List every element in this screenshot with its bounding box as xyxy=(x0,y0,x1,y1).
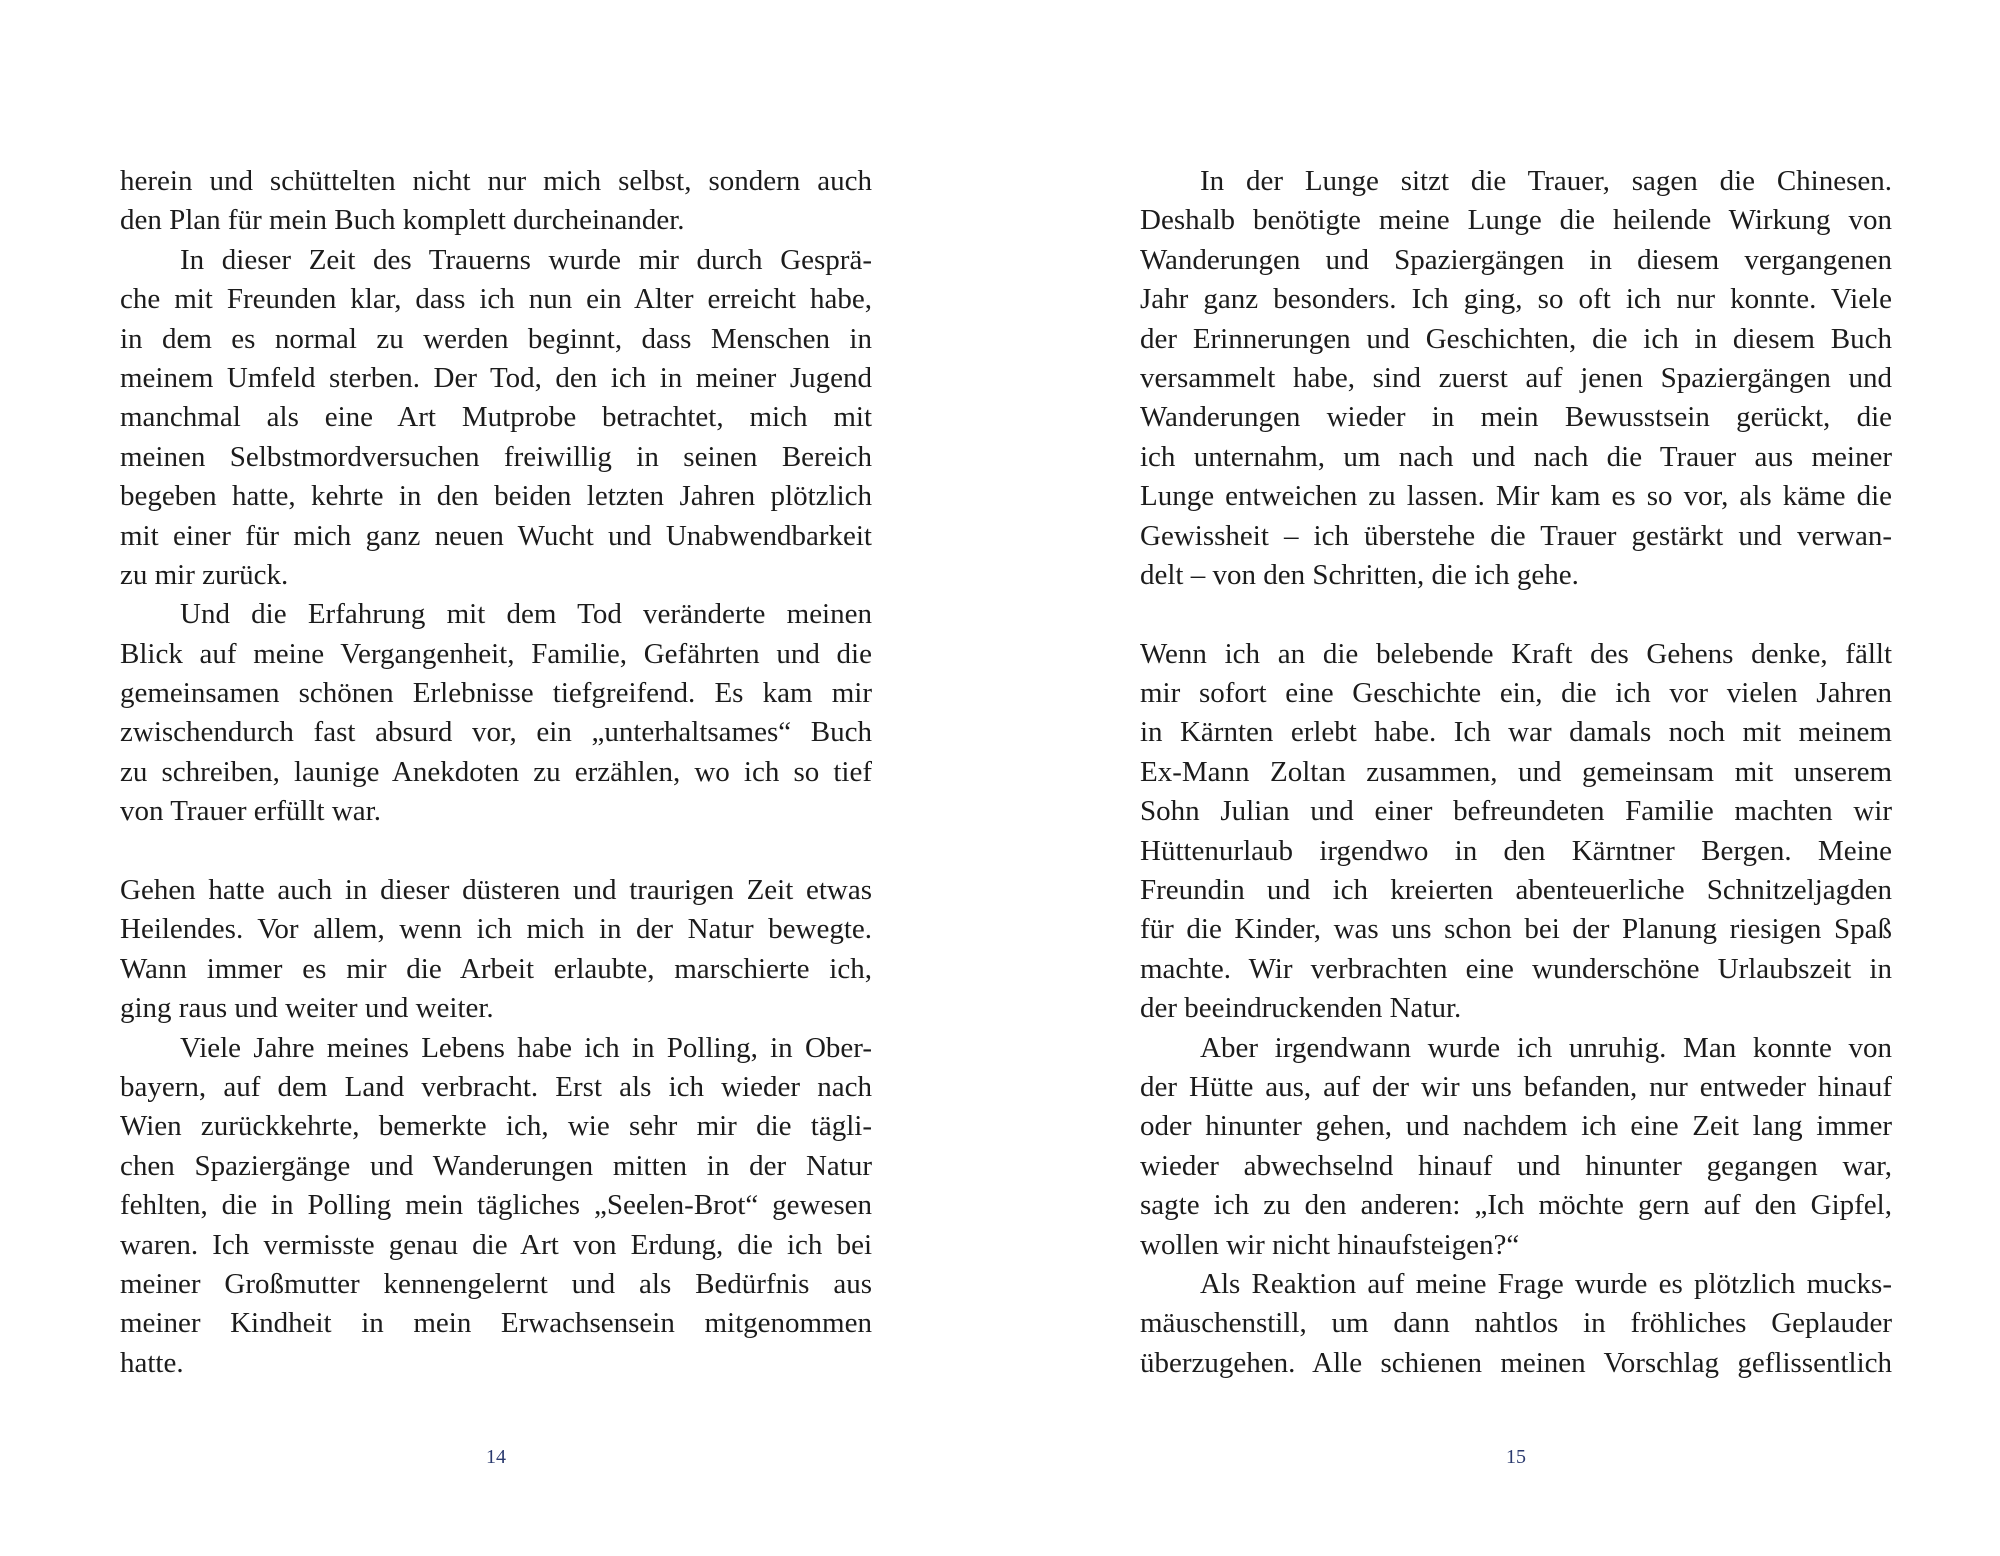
text-line: für die Kinder, was uns schon bei der Planung riesigen Spaß xyxy=(1140,913,1892,946)
text-line: herein und schüttelten nicht nur mich selbst, sondern auch xyxy=(120,165,872,197)
text-line: Hüttenurlaub irgendwo in den Kärntner Bergen. Meine xyxy=(1140,834,1892,867)
right-page-text xyxy=(1140,162,1892,1383)
text-line: Und die Erfahrung mit dem Tod veränderte meinen xyxy=(180,598,872,631)
text-line: Gewissheit – ich überstehe die Trauer gestärkt und verwan- xyxy=(1140,519,1892,552)
text-line: sagte ich zu den anderen: „Ich möchte gern auf den Gipfel, xyxy=(1140,1189,1892,1222)
text-line: Sohn Julian und einer befreundeten Familie machten wir xyxy=(1140,795,1892,828)
text-line: versammelt habe, sind zuerst auf jenen Spaziergängen und xyxy=(1140,361,1892,394)
text-line: fehlten, die in Polling mein tägliches „Seelen-Brot“ gewesen xyxy=(120,1189,872,1222)
text-line: machte. Wir verbrachten eine wunderschöne Urlaubszeit in xyxy=(1140,952,1892,985)
right-page-number: 15 xyxy=(1506,1446,1526,1468)
text-line: mir sofort eine Geschichte ein, die ich vor vielen Jahren xyxy=(1140,677,1892,710)
text-line: von Trauer erfüllt war. xyxy=(120,795,381,828)
text-line: zu schreiben, launige Anekdoten zu erzählen, wo ich so tief xyxy=(120,755,872,788)
text-line: Wann immer es mir die Arbeit erlaubte, marschierte ich, xyxy=(120,952,872,985)
text-line: oder hinunter gehen, und nachdem ich eine Zeit lang immer xyxy=(1140,1110,1892,1143)
text-line: waren. Ich vermisste genau die Art von Erdung, die ich bei xyxy=(120,1228,872,1261)
text-line: mäuschenstill, um dann nahtlos in fröhliches Geplauder xyxy=(1140,1307,1892,1340)
text-line: meinem Umfeld sterben. Der Tod, den ich in meiner Jugend xyxy=(120,361,872,394)
text-line: Wanderungen wieder in mein Bewusstsein gerückt, die xyxy=(1140,401,1892,434)
text-line: Wenn ich an die belebende Kraft des Gehens denke, fällt xyxy=(1140,637,1892,670)
text-line: meiner Großmutter kennengelernt und als Bedürfnis aus xyxy=(120,1267,872,1300)
text-line: in Kärnten erlebt habe. Ich war damals noch mit meinem xyxy=(1140,716,1892,749)
text-line: Aber irgendwann wurde ich unruhig. Man konnte von xyxy=(1200,1031,1892,1064)
text-line: delt – von den Schritten, die ich gehe. xyxy=(1140,558,1579,591)
text-line: Lunge entweichen zu lassen. Mir kam es so vor, als käme die xyxy=(1140,480,1892,513)
text-line: der beeindruckenden Natur. xyxy=(1140,992,1462,1025)
text-line: Deshalb benötigte meine Lunge die heilende Wirkung von xyxy=(1140,204,1892,237)
text-line: ich unternahm, um nach und nach die Trauer aus meiner xyxy=(1140,440,1892,473)
text-line: Viele Jahre meines Lebens habe ich in Polling, in Ober- xyxy=(180,1031,872,1064)
text-line: Als Reaktion auf meine Frage wurde es plötzlich mucks- xyxy=(1200,1267,1892,1300)
text-line: chen Spaziergänge und Wanderungen mitten in der Natur xyxy=(120,1149,872,1182)
text-line: Jahr ganz besonders. Ich ging, so oft ich nur konnte. Viele xyxy=(1140,283,1892,316)
paragraph-gap xyxy=(1140,595,1892,634)
text-line: Wien zurückkehrte, bemerkte ich, wie sehr mir die tägli- xyxy=(120,1110,872,1143)
text-line: mit einer für mich ganz neuen Wucht und Unabwendbarkeit xyxy=(120,519,872,552)
text-line: Gehen hatte auch in dieser düsteren und traurigen Zeit etwas xyxy=(120,874,872,907)
text-line: che mit Freunden klar, dass ich nun ein Alter erreicht habe, xyxy=(120,283,872,316)
text-line: in dem es normal zu werden beginnt, dass Menschen in xyxy=(120,322,872,355)
text-line: der Hütte aus, auf der wir uns befanden, nur entweder hinauf xyxy=(1140,1070,1892,1103)
left-page-text xyxy=(120,162,872,1383)
text-line: gemeinsamen schönen Erlebnisse tiefgreifend. Es kam mir xyxy=(120,677,872,710)
text-line: zu mir zurück. xyxy=(120,558,289,591)
text-line: Wanderungen und Spaziergängen in diesem vergangenen xyxy=(1140,243,1892,276)
text-line: meiner Kindheit in mein Erwachsensein mitgenommen xyxy=(120,1307,872,1340)
paragraph-gap xyxy=(120,832,872,871)
text-line: ging raus und weiter und weiter. xyxy=(120,992,494,1025)
text-line: den Plan für mein Buch komplett durcheinander. xyxy=(120,204,685,237)
text-line: hatte. xyxy=(120,1346,184,1379)
text-line: Ex-Mann Zoltan zusammen, und gemeinsam mit unserem xyxy=(1140,755,1892,788)
left-page-number: 14 xyxy=(486,1446,506,1468)
text-line: In dieser Zeit des Trauerns wurde mir durch Gesprä- xyxy=(180,243,872,276)
text-line: Heilendes. Vor allem, wenn ich mich in der Natur bewegte. xyxy=(120,913,872,946)
text-line: wollen wir nicht hinaufsteigen?“ xyxy=(1140,1228,1520,1261)
text-line: begeben hatte, kehrte in den beiden letzten Jahren plötzlich xyxy=(120,480,872,513)
text-line: überzugehen. Alle schienen meinen Vorschlag geflissentlich xyxy=(1140,1346,1892,1379)
text-line: Blick auf meine Vergangenheit, Familie, Gefährten und die xyxy=(120,637,872,670)
text-line: manchmal als eine Art Mutprobe betrachtet, mich mit xyxy=(120,401,872,434)
text-line: In der Lunge sitzt die Trauer, sagen die Chinesen. xyxy=(1200,165,1892,197)
text-line: wieder abwechselnd hinauf und hinunter gegangen war, xyxy=(1140,1149,1892,1182)
text-line: zwischendurch fast absurd vor, ein „unterhaltsames“ Buch xyxy=(120,716,872,749)
text-line: meinen Selbstmordversuchen freiwillig in seinen Bereich xyxy=(120,440,872,473)
text-line: Freundin und ich kreierten abenteuerliche Schnitzeljagden xyxy=(1140,874,1892,907)
text-line: der Erinnerungen und Geschichten, die ich in diesem Buch xyxy=(1140,322,1892,355)
text-line: bayern, auf dem Land verbracht. Erst als ich wieder nach xyxy=(120,1070,872,1103)
